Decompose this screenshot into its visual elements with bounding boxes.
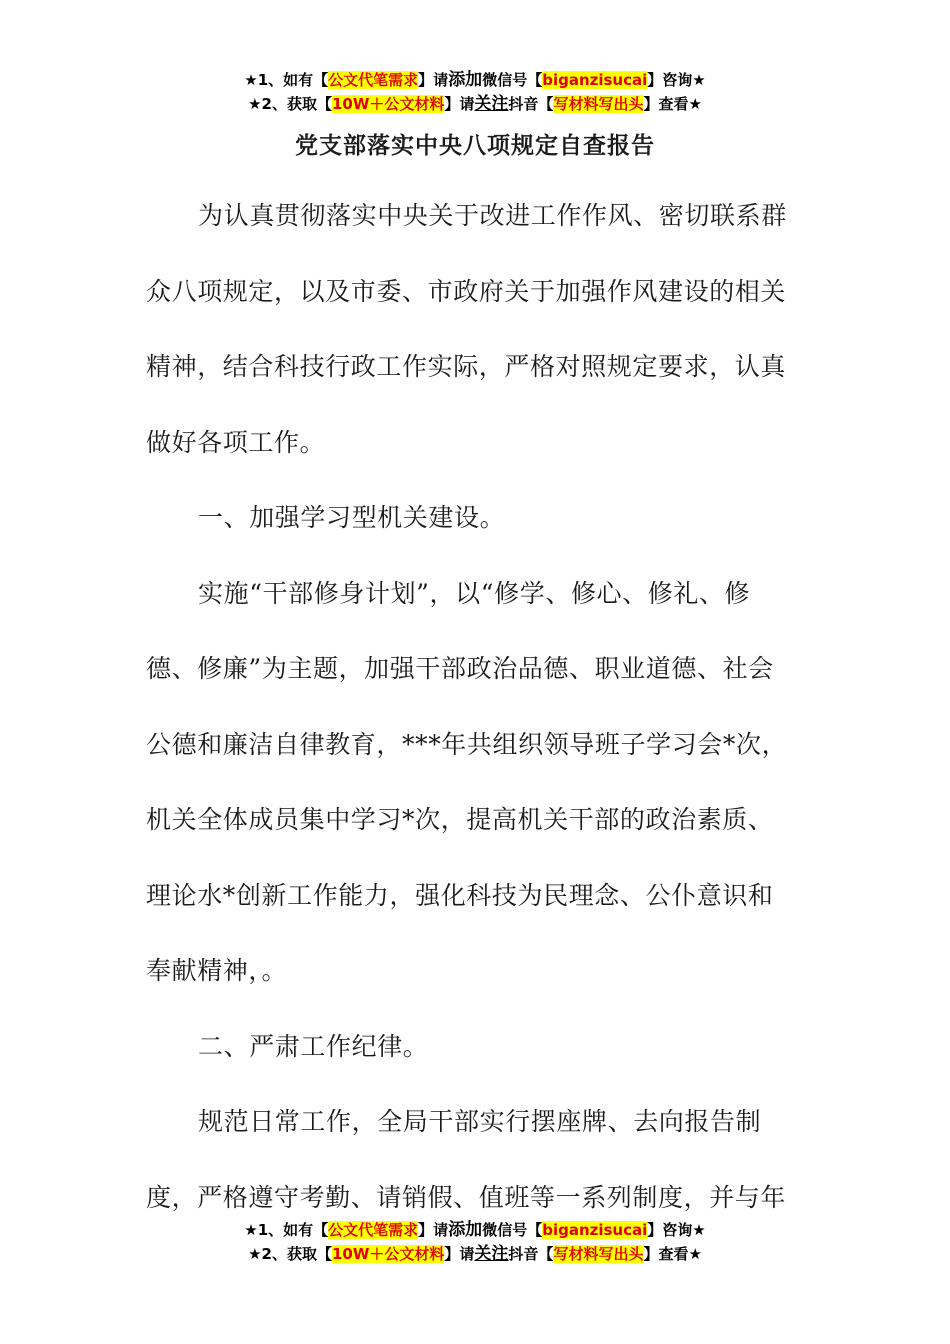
- promo-emphasis: 关注: [474, 94, 509, 114]
- promo-highlight: 公文代笔需求: [328, 71, 419, 89]
- promo-text: 抖音【: [508, 1245, 554, 1263]
- body-line: 做好各项工作。: [146, 427, 326, 457]
- promo-text: ★1、如有【: [244, 1221, 329, 1239]
- promo-highlight: 10W＋公文材料: [331, 95, 445, 113]
- body-line: 规范日常工作，全局干部实行摆座牌、去向报告制: [198, 1107, 762, 1136]
- document-title: 党支部落实中央八项规定自查报告: [295, 132, 655, 159]
- promo-wechat-id: biganzisucai: [542, 1221, 648, 1239]
- promo-highlight: 10W＋公文材料: [331, 1245, 445, 1263]
- promo-text: 抖音【: [508, 95, 554, 113]
- promo-line-2: [0, 92, 950, 116]
- promo-text: 微信号【: [482, 71, 543, 89]
- body-line: 众八项规定，以及市委、市政府关于加强作风建设的相关: [146, 276, 787, 306]
- promo-text: 】查看★: [643, 1245, 702, 1263]
- body-line: 奉献精神，。: [146, 956, 288, 985]
- promo-emphasis: 添加: [448, 1220, 483, 1240]
- body-line: 机关全体成员集中学习*次，提高机关干部的政治素质、: [146, 805, 774, 834]
- promo-douyin-id: 写材料写出头: [553, 1245, 644, 1263]
- promo-text: ★1、如有【: [244, 71, 329, 89]
- promo-text: 】请: [418, 71, 449, 89]
- promo-text: 】请: [444, 95, 475, 113]
- promo-text: 】咨询★: [647, 71, 706, 89]
- body-line: 为认真贯彻落实中央关于改进工作作风、密切联系群: [198, 201, 787, 230]
- promo-header: [0, 68, 950, 116]
- promo-text: 】查看★: [643, 95, 702, 113]
- body-line: 理论水*创新工作能力，强化科技为民理念、公仆意识和: [146, 880, 774, 910]
- promo-line-1: [0, 68, 950, 92]
- promo-text: 微信号【: [482, 1221, 543, 1239]
- body-line: 实施“干部修身计划”，以“修学、修心、修礼、修: [198, 578, 751, 608]
- section-heading: 一、加强学习型机关建设。: [198, 503, 506, 532]
- promo-emphasis: 关注: [474, 1244, 509, 1264]
- promo-highlight: 公文代笔需求: [328, 1221, 419, 1239]
- promo-emphasis: 添加: [448, 70, 483, 90]
- body-line: 德、修廉”为主题，加强干部政治品德、职业道德、社会: [146, 654, 774, 683]
- promo-wechat-id: biganzisucai: [542, 71, 648, 89]
- body-line: 度，严格遵守考勤、请销假、值班等一系列制度，并与年: [146, 1182, 787, 1212]
- promo-text: ★2、获取【: [248, 95, 332, 113]
- promo-text: 】咨询★: [647, 1221, 706, 1239]
- promo-line-1: [0, 1218, 950, 1242]
- section-heading: 二、严肃工作纪律。: [198, 1031, 429, 1061]
- document-body: [146, 178, 801, 1235]
- promo-douyin-id: 写材料写出头: [553, 95, 644, 113]
- body-line: 精神，结合科技行政工作实际，严格对照规定要求，认真: [146, 352, 787, 381]
- promo-footer: [0, 1218, 950, 1266]
- promo-line-2: [0, 1242, 950, 1266]
- body-line: 公德和廉洁自律教育，***年共组织领导班子学习会*次，: [146, 729, 788, 759]
- promo-text: 】请: [444, 1245, 475, 1263]
- promo-text: ★2、获取【: [248, 1245, 332, 1263]
- promo-text: 】请: [418, 1221, 449, 1239]
